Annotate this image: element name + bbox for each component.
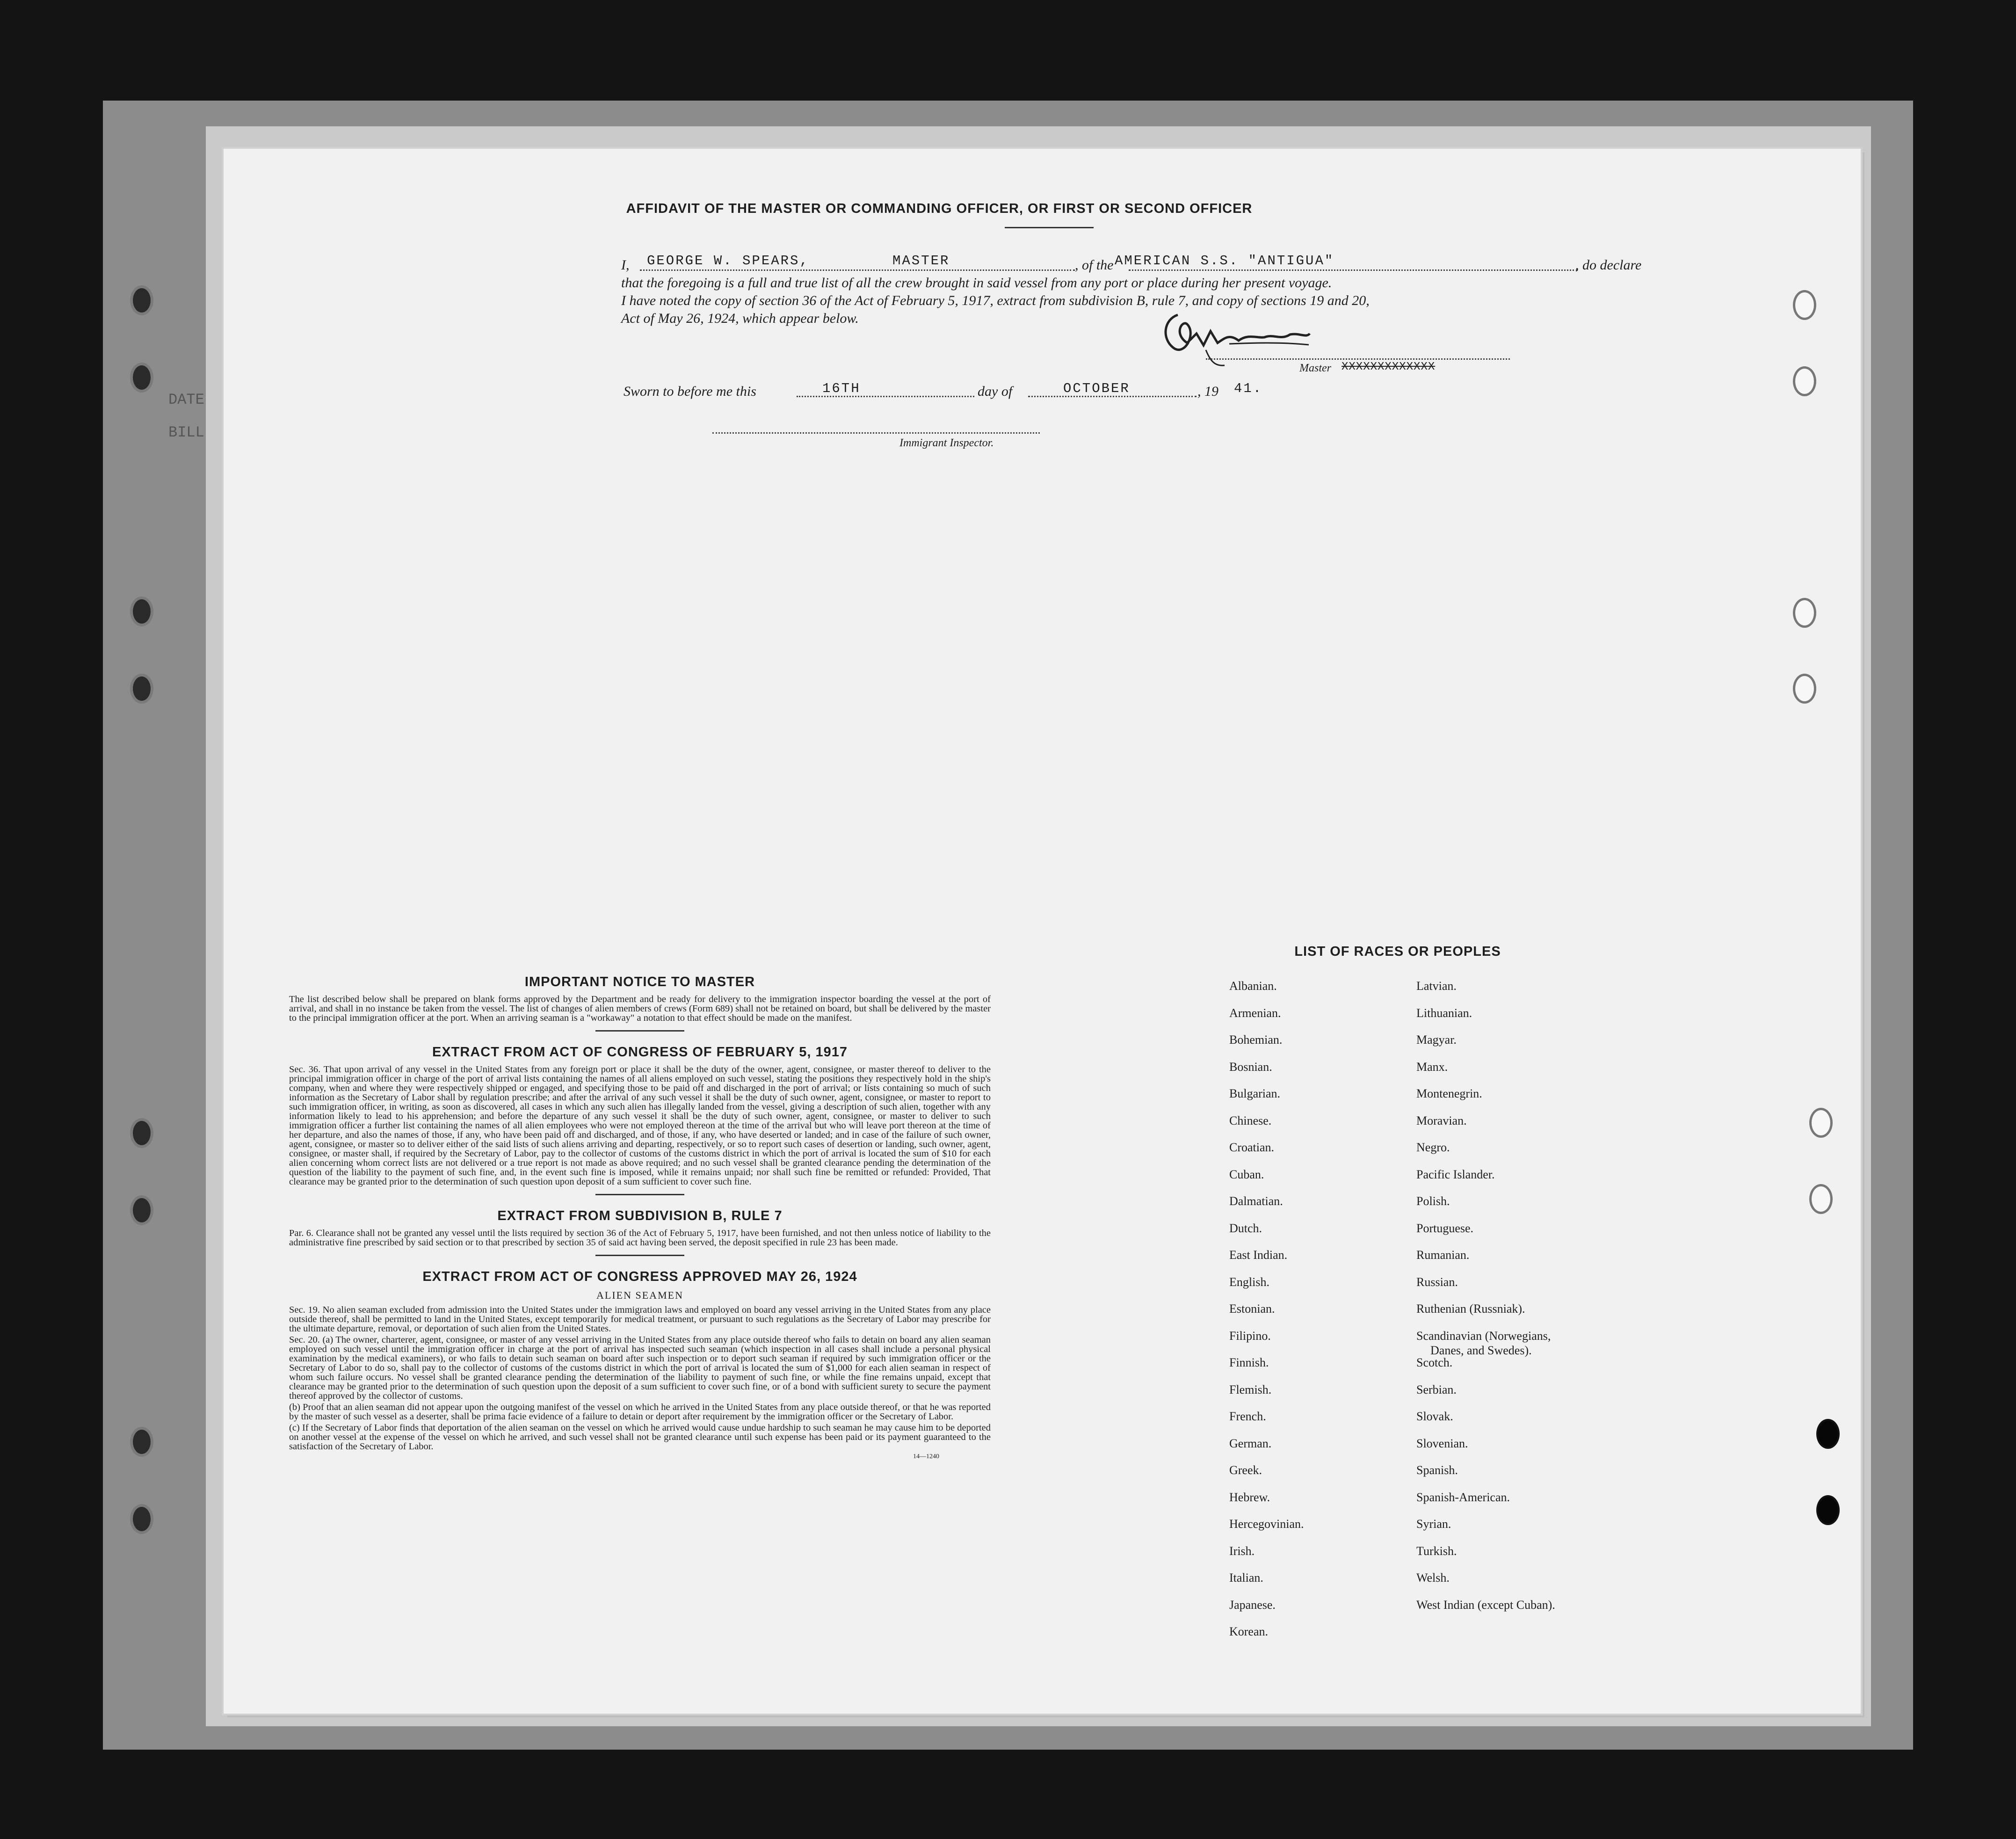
- race-right-6: Moravian.: [1416, 1113, 1467, 1127]
- race-left-16: Flemish.: [1229, 1382, 1272, 1396]
- race-left-23: Italian.: [1229, 1571, 1263, 1585]
- declarant-rank: MASTER: [892, 253, 950, 269]
- day-of-label: day of: [978, 384, 1013, 399]
- extract-1917-text: Sec. 36. That upon arrival of any vessel in the United States from any foreign port or place it shall be the duty of the owner, agent, consignee, or master thereof to deliver to the principal immigration officer in charge of the port of arrival lists containing the names of all aliens employed on such vessel, stating the positions they respectively hold in the ship's company, when and where they were respectively shipped or engaged, and specifying those to be paid off and discharged in the port of arrival; or lists containing so much of such information as the Secretary of Labor shall by regulation prescribe; and after the arrival of any such vessel it shall be the duty of such owner, agent, consignee, or master to report to such immigration officer, in writing, as soon as discovered, all cases in which any such alien has illegally landed from the vessel, giving a description of such alien, together with any information likely to lead to his apprehension; and before the departure of any such vessel it shall be the duty of such owner, agent, consignee, or master to deliver to such immigration officer a further list containing the names of all alien employees who were not employed thereon at the time of the arrival but who will leave port thereon at the time of her departure, and also the names of those, if any, who have been paid off and discharged, and of those, if any, who have deserted or landed; and in case of the failure of such owner, agent, consignee, or master so to deliver either of the said lists of such aliens arriving and departing, respectively, or so to report such cases of desertion or landing, such owner, agent, consignee, or master shall, if required by the Secretary of Labor, pay to the collector of customs of the customs district in which the port of arrival is located the sum of $10 for each alien concerning whom correct lists are not delivered or a true report is not made as above required; and no such vessel shall be granted clearance pending the determination of the question of the liability to the payment of such fine, and, in the event such fine is imposed, while it remains unpaid; nor shall such fine be remitted or refunded: Provided, That clearance may be granted prior to the determination of such question upon deposit of a sum sufficient to cover such fine.: [289, 1064, 991, 1187]
- master-label: Master: [1299, 362, 1331, 374]
- race-left-1: Albanian.: [1229, 979, 1277, 993]
- race-right-9: Polish.: [1416, 1194, 1450, 1208]
- vessel-name: AMERICAN S.S. "ANTIGUA": [1115, 253, 1334, 269]
- binder-hole-left-2: [130, 363, 153, 393]
- races-heading: LIST OF RACES OR PEOPLES: [1294, 944, 1501, 959]
- under-text-date: DATE: [168, 391, 204, 408]
- extract-rule7-text: Par. 6. Clearance shall not be granted any vessel until the lists required by section 36 of the Act of February 5, 1917, have been furnished, and not then unless notice of liability to the administrative fine prescribed by said section or to that prescribed by section 35 of said act having been served, the deposit specified in rule 23 has been made.: [289, 1228, 991, 1248]
- binder-hole-left-6: [130, 1195, 153, 1225]
- race-left-13: Estonian.: [1229, 1302, 1275, 1316]
- race-right-13: Ruthenian (Russniak).: [1416, 1302, 1525, 1316]
- race-right-25: West Indian (except Cuban).: [1416, 1598, 1555, 1612]
- binder-hole-left-4: [130, 674, 153, 704]
- affidavit-title: AFFIDAVIT OF THE MASTER OR COMMANDING OFFICER, OR FIRST OR SECOND OFFICER: [626, 201, 1253, 216]
- binder-hole-left-5: [130, 1118, 153, 1148]
- separator-2: [595, 1194, 684, 1195]
- binder-hole-left-7: [130, 1427, 153, 1457]
- extract-rule7-heading: EXTRACT FROM SUBDIVISION B, RULE 7: [497, 1208, 783, 1223]
- title-rule: [1005, 227, 1094, 228]
- race-right-15: Danes, and Swedes).: [1430, 1343, 1532, 1357]
- inspector-signature-line: [712, 432, 1040, 434]
- race-left-12: English.: [1229, 1275, 1269, 1289]
- race-left-2: Armenian.: [1229, 1006, 1281, 1020]
- race-right-4: Manx.: [1416, 1060, 1448, 1074]
- race-left-10: Dutch.: [1229, 1221, 1262, 1235]
- race-right-1: Latvian.: [1416, 979, 1457, 993]
- affidavit-line-4: Act of May 26, 1924, which appear below.: [621, 311, 859, 326]
- race-right-17: Serbian.: [1416, 1382, 1457, 1396]
- vessel-fill-line: [1129, 269, 1578, 271]
- race-left-15: Finnish.: [1229, 1356, 1269, 1369]
- race-right-24: Welsh.: [1416, 1571, 1450, 1585]
- binder-hole-left-8: [130, 1504, 153, 1534]
- name-fill-line: [640, 269, 1075, 271]
- page-hole-right-5: [1809, 1108, 1833, 1138]
- race-right-21: Spanish-American.: [1416, 1490, 1510, 1504]
- race-right-3: Magyar.: [1416, 1033, 1457, 1047]
- race-left-5: Bulgarian.: [1229, 1087, 1281, 1100]
- race-left-21: Hercegovinian.: [1229, 1517, 1304, 1531]
- of-the-label: , of the: [1075, 257, 1114, 273]
- form-number: 14—1240: [913, 1453, 939, 1460]
- page-hole-right-2: [1793, 366, 1816, 396]
- race-right-14: Scandinavian (Norwegians,: [1416, 1329, 1551, 1343]
- race-left-4: Bosnian.: [1229, 1060, 1272, 1074]
- race-right-8: Pacific Islander.: [1416, 1167, 1495, 1181]
- page-hole-right-6: [1809, 1184, 1833, 1214]
- do-declare-label: , do declare: [1575, 257, 1642, 273]
- race-left-24: Japanese.: [1229, 1598, 1276, 1612]
- declarant-name: GEORGE W. SPEARS,: [647, 253, 809, 269]
- extract-1924-heading: EXTRACT FROM ACT OF CONGRESS APPROVED MAY 26, 1924: [422, 1269, 857, 1284]
- race-left-7: Croatian.: [1229, 1141, 1275, 1154]
- race-left-20: Hebrew.: [1229, 1490, 1270, 1504]
- race-right-22: Syrian.: [1416, 1517, 1451, 1531]
- extract-1917-heading: EXTRACT FROM ACT OF CONGRESS OF FEBRUARY 5, 1917: [432, 1045, 848, 1060]
- underlying-sheet-edge-text: [168, 384, 204, 449]
- race-right-12: Russian.: [1416, 1275, 1458, 1289]
- race-right-19: Slovenian.: [1416, 1436, 1468, 1450]
- notice-heading: IMPORTANT NOTICE TO MASTER: [524, 974, 755, 989]
- race-right-23: Turkish.: [1416, 1544, 1457, 1558]
- race-right-5: Montenegrin.: [1416, 1087, 1482, 1100]
- extract-1924-sec20a: Sec. 20. (a) The owner, charterer, agent, consignee, or master of any vessel arriving in the United States from any place outside thereof who fails to detain on board any alien seaman employed on such vessel until the immigration officer in charge at the port of arrival has inspected such seaman (which inspection in all cases shall include a personal physical examination by the medical examiners), or who fails to detain such seaman on board after such inspection or to deport such seaman if required by such immigration officer or the Secretary of Labor to do so, shall pay to the collector of customs of the customs district in which the port of arrival is located the sum of $1,000 for each alien seaman in respect of whom such failure occurs. No vessel shall be granted clearance pending the determination of the liability to payment of such fine, or while the fine remains unpaid, except that clearance may be granted prior to the determination of such question upon the deposit of a sum sufficient to cover such fine, or of a bond with sufficient surety to secure the payment thereof approved by the collector of customs.: [289, 1335, 991, 1401]
- separator-3: [595, 1255, 684, 1256]
- race-left-14: Filipino.: [1229, 1329, 1271, 1343]
- page-hole-right-1: [1793, 290, 1816, 320]
- year-prefix: , 19: [1197, 384, 1218, 399]
- race-right-10: Portuguese.: [1416, 1221, 1474, 1235]
- extract-1924-sec19: Sec. 19. No alien seaman excluded from admission into the United States under the immigration laws and employed on board any vessel arriving in the United States from any place outside thereof, shall be permitted to land in the United States, except temporarily for medical treatment, or pursuant to such regulations as the Secretary of Labor may prescribe for the ultimate departure, removal, or deportation of such alien from the United States.: [289, 1305, 991, 1334]
- page-hole-right-4: [1793, 674, 1816, 704]
- race-left-9: Dalmatian.: [1229, 1194, 1283, 1208]
- affidavit-line-3: I have noted the copy of section 36 of the Act of February 5, 1917, extract from subdivision B, rule 7, and copy of sections 19 and 20,: [621, 293, 1370, 308]
- race-right-20: Spanish.: [1416, 1463, 1458, 1477]
- sworn-day: 16TH: [822, 381, 861, 396]
- under-text-bill: BILL: [168, 424, 204, 441]
- sworn-month: OCTOBER: [1063, 381, 1130, 396]
- race-left-17: French.: [1229, 1410, 1266, 1423]
- race-right-7: Negro.: [1416, 1141, 1450, 1154]
- binder-hole-left-1: [130, 285, 153, 315]
- extract-1924-subheading: ALIEN SEAMEN: [596, 1289, 683, 1301]
- struck-officer-title: XXXXXXXXXXXXX: [1342, 361, 1436, 373]
- race-left-25: Korean.: [1229, 1625, 1269, 1638]
- race-right-16: Scotch.: [1416, 1356, 1453, 1369]
- race-right-2: Lithuanian.: [1416, 1006, 1472, 1020]
- affidavit-line-2: that the foregoing is a full and true list of all the crew brought in said vessel from any port or place during her present voyage.: [621, 275, 1332, 291]
- page-hole-right-8: [1816, 1495, 1840, 1525]
- separator-1: [595, 1030, 684, 1032]
- sworn-year: 41.: [1234, 381, 1263, 396]
- sworn-prefix: Sworn to before me this: [624, 384, 756, 399]
- race-left-3: Bohemian.: [1229, 1033, 1283, 1047]
- affidavit-pronoun: I,: [621, 257, 630, 273]
- race-right-11: Rumanian.: [1416, 1248, 1470, 1262]
- race-right-18: Slovak.: [1416, 1410, 1453, 1423]
- page-hole-right-7: [1816, 1419, 1840, 1449]
- extract-1924-sec20b: (b) Proof that an alien seaman did not appear upon the outgoing manifest of the vessel on which he arrived in the United States from any place outside thereof, or that he was reported by the master of such vessel as a deserter, shall be prima facie evidence of a failure to detain or deport after requirement by the immigration officer or the Secretary of Labor.: [289, 1402, 991, 1422]
- binder-hole-left-3: [130, 596, 153, 626]
- race-left-18: German.: [1229, 1436, 1272, 1450]
- inspector-label: Immigrant Inspector.: [899, 437, 994, 449]
- race-left-8: Cuban.: [1229, 1167, 1264, 1181]
- notices-column: [289, 974, 991, 1461]
- signature-line: [1206, 358, 1510, 360]
- notice-text: The list described below shall be prepared on blank forms approved by the Department and be ready for delivery to the immigration inspector boarding the vessel at the port of arrival, and shall in no instance be taken from the vessel. The list of changes of alien members of crews (Form 689) shall not be retained on board, but shall be delivered by the master to the principal immigration officer at the port. When an arriving seaman is a "workaway" a notation to that effect should be made on the manifest.: [289, 994, 991, 1023]
- race-left-6: Chinese.: [1229, 1113, 1272, 1127]
- extract-1924-sec20c: (c) If the Secretary of Labor finds that deportation of the alien seaman on the vessel on which he arrived would cause undue hardship to such seaman he may cause him to be deported on another vessel at the expense of the vessel on which he arrived, and such vessel shall not be granted clearance until such expense has been paid or its payment guaranteed to the satisfaction of the Secretary of Labor.: [289, 1423, 991, 1452]
- race-left-19: Greek.: [1229, 1463, 1262, 1477]
- affidavit-page: [224, 149, 1861, 1714]
- page-hole-right-3: [1793, 598, 1816, 628]
- race-left-22: Irish.: [1229, 1544, 1255, 1558]
- master-signature: [1159, 305, 1313, 371]
- race-left-11: East Indian.: [1229, 1248, 1288, 1262]
